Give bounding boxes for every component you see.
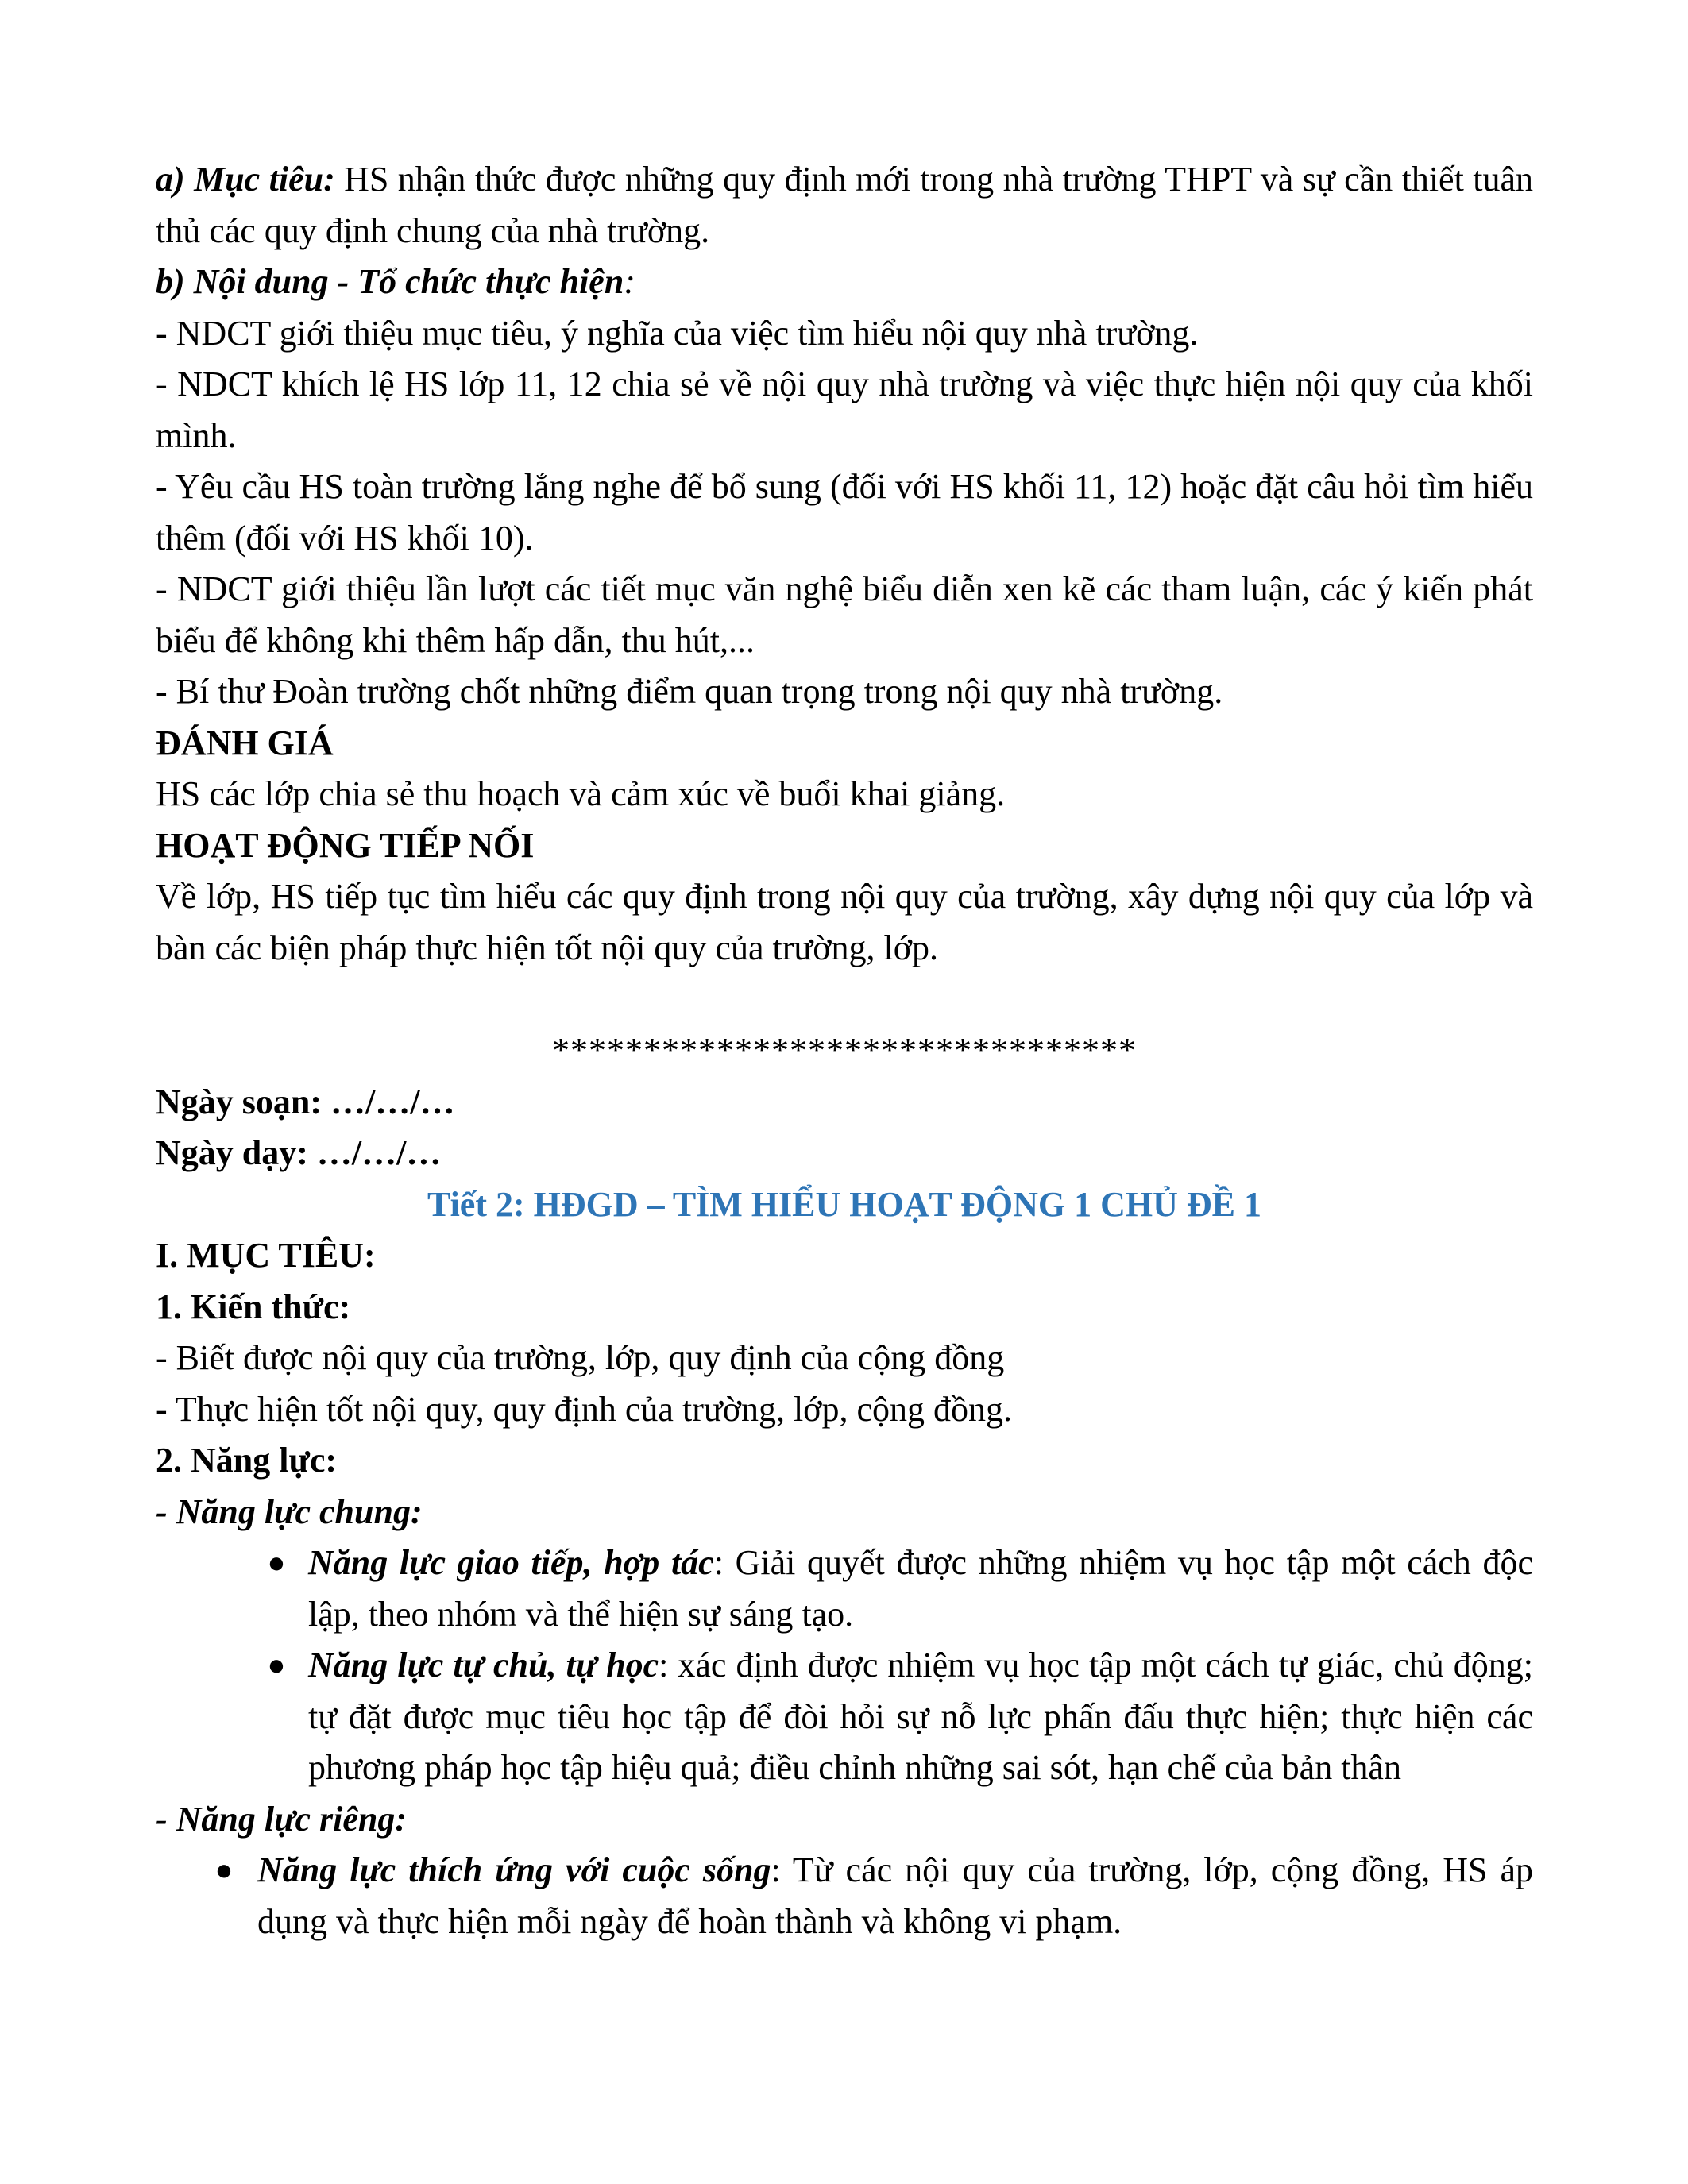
- section-b-item: - NDCT giới thiệu mục tiêu, ý nghĩa của việc tìm hiểu nội quy nhà trường.: [156, 313, 1199, 353]
- section-a-objective: [156, 154, 1533, 257]
- general-competency-heading: - Năng lực chung:: [156, 1491, 423, 1531]
- section-b-colon: :: [624, 262, 635, 301]
- document-page: [156, 154, 1533, 1947]
- follow-up-heading: HOẠT ĐỘNG TIẾP NỐI: [156, 825, 535, 865]
- competency-label: Năng lực thích ứng với cuộc sống: [257, 1850, 771, 1889]
- section-b-label: b) Nội dung - Tổ chức thực hiện: [156, 262, 624, 301]
- evaluation-text: HS các lớp chia sẻ thu hoạch và cảm xúc về buổi khai giảng.: [156, 774, 1006, 813]
- section-b-item: - Yêu cầu HS toàn trường lắng nghe để bổ sung (đối với HS khối 11, 12) hoặc đặt câu hỏi tìm hiểu thêm (đối với HS khối 10).: [156, 467, 1533, 558]
- bullet-dot-icon: ●: [214, 1854, 234, 1887]
- section-b-item: - NDCT giới thiệu lần lượt các tiết mục văn nghệ biểu diễn xen kẽ các tham luận, các ý kiến phát biểu để không khi thêm hấp dẫn, thu hút,...: [156, 569, 1533, 660]
- section-a-label: a) Mục tiêu:: [156, 160, 335, 199]
- specific-competency-list: [156, 1845, 1533, 1947]
- section-b-heading: [156, 257, 1533, 308]
- follow-up-text: Về lớp, HS tiếp tục tìm hiểu các quy định trong nội quy của trường, xây dựng nội quy của lớp và bàn các biện pháp thực hiện tốt nội quy của trường, lớp.: [156, 877, 1533, 967]
- competency-heading: 2. Năng lực:: [156, 1441, 338, 1480]
- evaluation-heading: ĐÁNH GIÁ: [156, 723, 334, 762]
- section-b-item: - NDCT khích lệ HS lớp 11, 12 chia sẻ về nội quy nhà trường và việc thực hiện nội quy của khối mình.: [156, 365, 1533, 455]
- taught-date: Ngày dạy: …/…/…: [156, 1133, 442, 1172]
- general-competency-list: [156, 1538, 1533, 1794]
- section-b-item: - Bí thư Đoàn trường chốt những điểm quan trọng trong nội quy nhà trường.: [156, 672, 1223, 711]
- lesson-title: Tiết 2: HĐGD – TÌM HIỂU HOẠT ĐỘNG 1 CHỦ ĐỀ 1: [427, 1184, 1261, 1224]
- competency-label: Năng lực giao tiếp, hợp tác: [308, 1543, 714, 1582]
- competency-text: : Giải quyết được những nhiệm vụ học tập một cách độc lập, theo nhóm và thể hiện sự sáng tạo.: [308, 1543, 1533, 1634]
- competency-text: : xác định được nhiệm vụ học tập một cách tự giác, chủ động; tự đặt được mục tiêu học tập để đòi hỏi sự nỗ lực phấn đấu thực hiện; thực hiện các phương pháp học tập hiệu quả; điều chỉnh những sai sót, hạn chế của bản thân: [308, 1646, 1533, 1787]
- knowledge-item: - Thực hiện tốt nội quy, quy định của trường, lớp, cộng đồng.: [156, 1389, 1012, 1429]
- list-item: [156, 1538, 1533, 1640]
- competency-label: Năng lực tự chủ, tự học: [308, 1646, 659, 1684]
- separator-line: ********************************: [552, 1031, 1137, 1070]
- knowledge-heading: 1. Kiến thức:: [156, 1287, 351, 1326]
- objectives-heading: I. MỤC TIÊU:: [156, 1236, 376, 1275]
- specific-competency-heading: - Năng lực riêng:: [156, 1799, 408, 1839]
- knowledge-item: - Biết được nội quy của trường, lớp, quy định của cộng đồng: [156, 1338, 1005, 1377]
- prepared-date: Ngày soạn: …/…/…: [156, 1082, 455, 1121]
- section-a-text: HS nhận thức được những quy định mới trong nhà trường THPT và sự cần thiết tuân thủ các quy định chung của nhà trường.: [156, 160, 1533, 250]
- competency-text: : Từ các nội quy của trường, lớp, cộng đồng, HS áp dụng và thực hiện mỗi ngày để hoàn thành và không vi phạm.: [257, 1850, 1533, 1941]
- bullet-dot-icon: ●: [267, 1546, 286, 1580]
- list-item: [156, 1845, 1533, 1947]
- list-item: [156, 1640, 1533, 1794]
- bullet-dot-icon: ●: [267, 1649, 286, 1682]
